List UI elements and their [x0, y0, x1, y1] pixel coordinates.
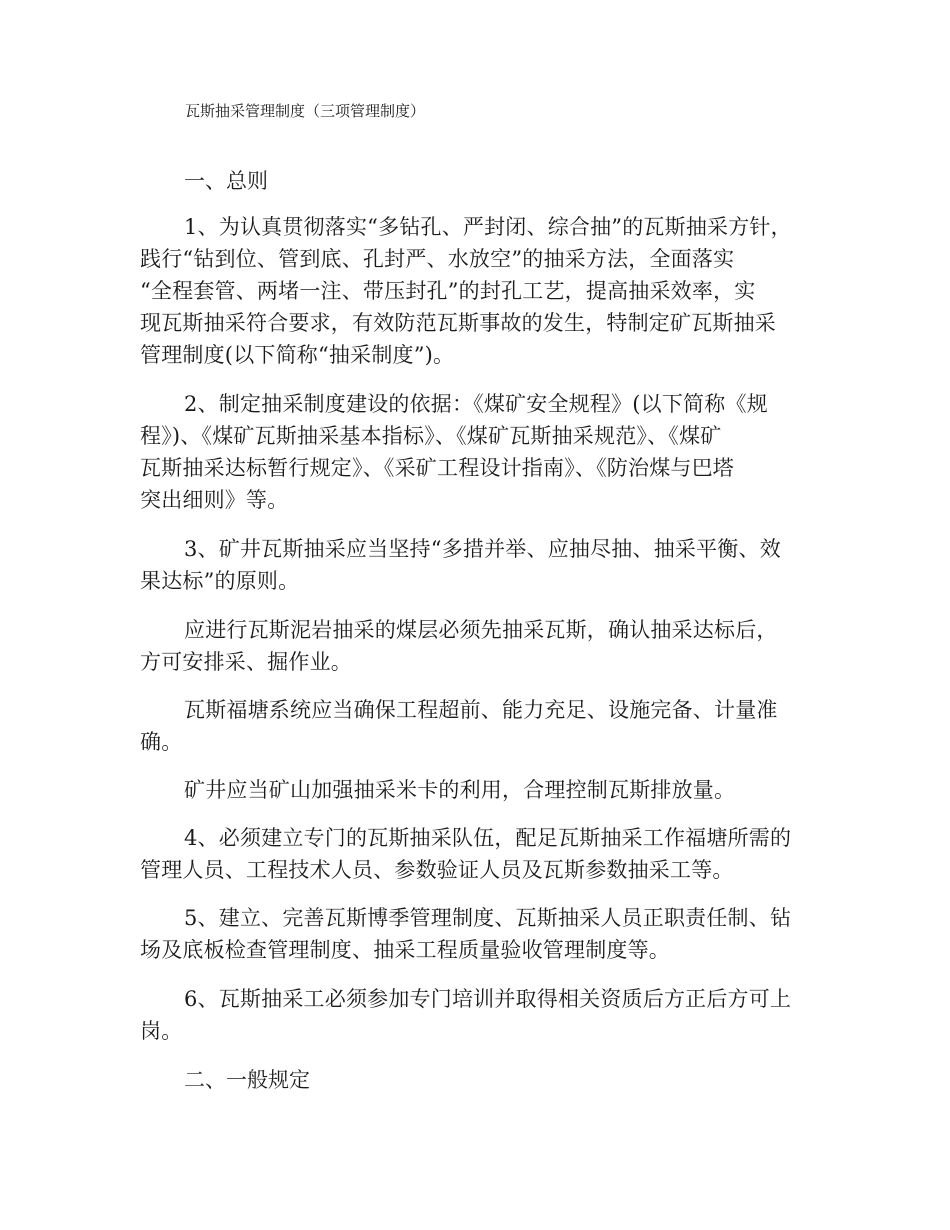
paragraph-7	[140, 822, 820, 886]
paragraph-line: 瓦斯福塘系统应当确保工程超前、能力充足、设施完备、计量准	[184, 698, 778, 722]
paragraph-line: 3、矿井瓦斯抽采应当坚持“多措并举、应抽尽抽、抽采平衡、效	[184, 537, 781, 561]
paragraph-4	[140, 614, 820, 678]
paragraph-line: 1、为认真贯彻落实“多钻孔、严封闭、综合抽”的瓦斯抽采方针，	[184, 215, 792, 239]
paragraph-line: 场及底板检查管理制度、抽采工程质量验收管理制度等。	[140, 938, 670, 962]
paragraph-line: “全程套管、两堵一注、带压封孔”的封孔工艺，提高抽采效率，实	[140, 279, 756, 303]
paragraph-9	[140, 983, 820, 1047]
paragraph-6	[140, 774, 820, 806]
paragraph-line: 现瓦斯抽采符合要求，有效防范瓦斯事故的发生，特制定矿瓦斯抽采	[140, 311, 776, 335]
paragraph-line: 确。	[140, 730, 183, 754]
paragraph-1	[140, 211, 820, 371]
paragraph-line: 管理人员、工程技术人员、参数验证人员及瓦斯参数抽采工等。	[140, 858, 734, 882]
paragraph-5	[140, 694, 820, 758]
paragraph-2	[140, 388, 820, 516]
paragraph-line: 5、建立、完善瓦斯博季管理制度、瓦斯抽采人员正职责任制、钻	[184, 906, 792, 930]
paragraph-line: 践行“钻到位、管到底、孔封严、水放空”的抽采方法，全面落实	[140, 247, 735, 271]
section-heading-general-provisions: 二、一般规定	[184, 1068, 310, 1092]
paragraph-line: 方可安排采、掘作业。	[140, 650, 352, 674]
paragraph-line: 应进行瓦斯泥岩抽采的煤层必须先抽采瓦斯，确认抽采达标后，	[184, 618, 778, 642]
paragraph-line: 程》)、《煤矿瓦斯抽采基本指标》、《煤矿瓦斯抽采规范》、《煤矿	[140, 424, 722, 448]
document-title: 瓦斯抽采管理制度（三项管理制度）	[185, 102, 426, 120]
paragraph-3	[140, 533, 820, 597]
paragraph-line: 管理制度(以下简称“抽采制度”)。	[140, 343, 455, 367]
paragraph-line: 岗。	[140, 1019, 183, 1043]
paragraph-line: 瓦斯抽采达标暂行规定》、《采矿工程设计指南》、《防治煤与巴塔	[140, 456, 734, 480]
paragraph-line: 4、必须建立专门的瓦斯抽采队伍，配足瓦斯抽采工作福塘所需的	[184, 826, 792, 850]
paragraph-line: 2、制定抽采制度建设的依据：《煤矿安全规程》(以下简称《规	[184, 392, 768, 416]
paragraph-line: 6、瓦斯抽采工必须参加专门培训并取得相关资质后方正后方可上	[184, 987, 792, 1011]
paragraph-line: 果达标”的原则。	[140, 569, 300, 593]
paragraph-8	[140, 902, 820, 966]
paragraph-line: 矿井应当矿山加强抽采米卡的利用，合理控制瓦斯排放量。	[184, 778, 736, 802]
section-heading-general-principles: 一、总则	[184, 169, 268, 193]
paragraph-line: 突出细则》等。	[140, 488, 289, 512]
